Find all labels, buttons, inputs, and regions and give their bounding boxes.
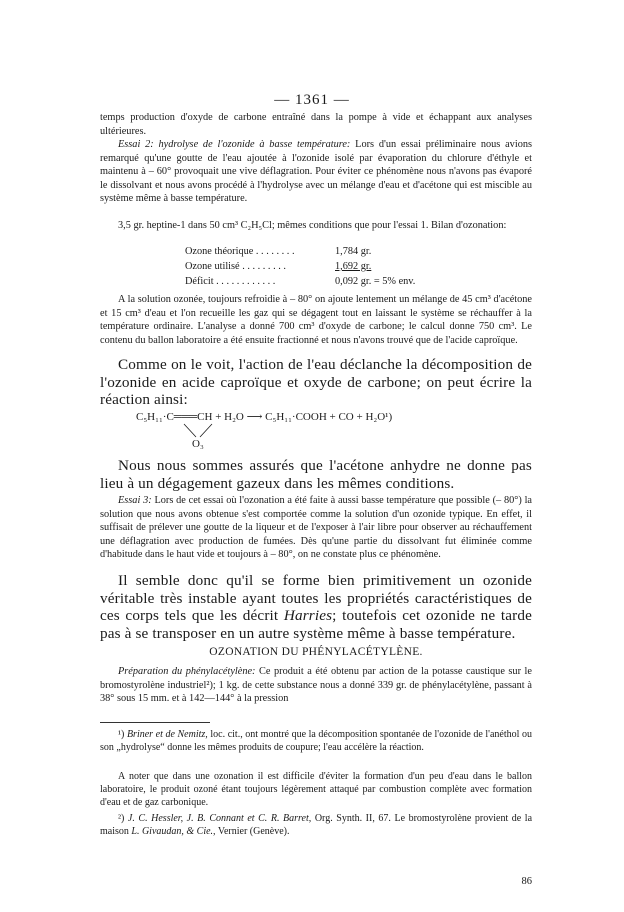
footnote-1-names: Briner et de Nemitz, xyxy=(126,729,208,740)
footnote-1-continued: A noter que dans une ozonation il est difficile d'éviter la formation d'un peu d'eau dans le ballon laboratoire, le produit ozoné étant toujours légèrement attaqué par combustion complète avec formation d'eau et de gaz carbonique. xyxy=(100,771,532,809)
ozonide-text-b: ; toutefois cet ozonide ne tarde pas à se transposer en un autre système même à basse température. xyxy=(100,607,532,642)
paragraph-essai-3 xyxy=(100,494,532,562)
footnote-2-mid: Org. Synth. II, 67. Le bromostyrolène provient de la maison xyxy=(100,813,533,838)
ozonide-text-a: Il semble donc qu'il se forme bien primitivement un ozonide véritable très instable ayant toutes les propriétés caractéristiques de ces corps tels que les décrit xyxy=(100,572,532,624)
footnote-1-text: loc. cit., ont montré que la décomposition spontanée de l'ozonide de l'anéthol ou son „hydrolyse“ donne les mêmes produits de coupure; l'eau accélère la réaction. xyxy=(100,729,533,754)
footnote-2-mark: ²) xyxy=(118,813,128,824)
ozonide-bond-lines xyxy=(100,410,260,450)
paragraph-essai-2 xyxy=(100,138,532,206)
page-number: — 1361 — xyxy=(274,92,350,108)
essai-3-title: Essai 3: xyxy=(118,495,152,506)
balance-value: 0,092 gr. = 5% env. xyxy=(335,276,416,287)
harries-name: Harries xyxy=(283,607,333,624)
balance-row xyxy=(185,244,445,259)
footer-number: 86 xyxy=(521,876,532,887)
balance-label: Ozone utilisé . . . . . . . . . xyxy=(185,261,286,272)
paragraph-heptine: 3,5 gr. heptine-1 dans 50 cm³ C₂H₅Cl; mêmes conditions que pour l'essai 1. Bilan d'ozonation: xyxy=(118,220,507,231)
footnote-rule xyxy=(100,722,210,723)
balance-value: 1,784 gr. xyxy=(335,246,372,257)
essai-2-title: Essai 2: hydrolyse de l'ozonide à basse température: xyxy=(118,139,351,150)
footnote-2-authors: J. C. Hessler, J. B. Connant et C. R. Barret, xyxy=(127,813,312,824)
equation-o3: O₃ xyxy=(192,438,204,450)
preparation-title: Préparation du phénylacétylène: xyxy=(118,666,256,677)
paragraph-continuation: temps production d'oxyde de carbone entraîné dans la pompe à vide et échappant aux analyses ultérieures. xyxy=(100,112,532,137)
footnote-1 xyxy=(100,728,532,754)
essai-3-text: Lors de cet essai où l'ozonation a été faite à aussi basse température que possible (– 80°) la solution que nous avons obtenue s'est comportée comme la solution d'un ozonide typique. En effet, il suffisait de prélever une goutte de la liqueur et de l'exposer à l'air libre pour observer au réchauffement une déflagration avec production de fumées. Dès qu'une partie du dissolvant fut éliminée comme d'habitude dans le haut vide et toujours à – 80°, on ne constate plus ce phénomène. xyxy=(100,495,533,560)
balance-row xyxy=(185,259,445,274)
footnote-1-mark: ¹) xyxy=(118,729,127,740)
paragraph-acetone: Nous nous sommes assurés que l'acétone anhydre ne donne pas lieu à un dégagement gazeux dans les mêmes conditions. xyxy=(100,457,532,492)
balance-row xyxy=(185,274,445,289)
footnote-2-end: Vernier (Genève). xyxy=(215,826,290,838)
paragraph-preparation xyxy=(100,665,532,706)
preparation-text: Ce produit a été obtenu par action de la potasse caustique sur le bromostyrolène industriel²); 1 kg. de cette substance nous a donné 339 gr. de phénylacétylène, passant à 38° sous 15 mm. et à 142—144° à la pression xyxy=(100,666,532,704)
equation-main: C₅H₁₁·C═══CH + H₂O ⟶ C₅H₁₁·COOH + CO + H₂O¹) xyxy=(136,411,393,423)
essai-2-text: Lors d'un essai préliminaire nous avions remarqué qu'une goutte de l'eau ajoutée à l'ozonide isolé par évaporation du chlorure d'éthyle et maintenu à – 60° provoquait une vive déflagration. Pour éviter ce phénomène nous n'avons pas évaporé le dissolvant et nous avons procédé à l'hydrolyse avec un mélange d'eau et d'acétone qui est miscible au système même à basse température. xyxy=(100,139,532,204)
footnote-2-firm: L. Givaudan, & Cie., xyxy=(131,826,216,838)
ozonation-balance xyxy=(185,244,445,289)
paragraph-ozonide xyxy=(100,572,532,642)
section-heading: OZONATION DU PHÉNYLACÉTYLÈNE. xyxy=(209,646,423,658)
paragraph-conclusion: Comme on le voit, l'action de l'eau déclanche la décomposition de l'ozonide en acide caproïque et oxyde de carbone; on peut écrire la réaction ainsi: xyxy=(100,356,532,408)
reaction-equation xyxy=(100,410,532,452)
balance-label: Ozone théorique . . . . . . . . xyxy=(185,246,295,257)
balance-label: Déficit . . . . . . . . . . . . xyxy=(185,276,276,287)
footnote-2 xyxy=(100,812,532,838)
paragraph-solution-ozonee: A la solution ozonée, toujours refroidie à – 80° on ajoute lentement un mélange de 45 cm³ d'acétone et 15 cm³ d'eau et l'on recueille les gaz qui se dégagent tout en laissant le système se réchauffer à la température ordinaire. L'analyse a donné 700 cm³ d'oxyde de carbone; le calcul donne 750 cm³. Le contenu du ballon laboratoire a été ensuite fractionné et nous n'avons trouvé que de l'acide caproïque. xyxy=(100,294,532,346)
balance-value: 1,692 gr. xyxy=(335,261,372,272)
